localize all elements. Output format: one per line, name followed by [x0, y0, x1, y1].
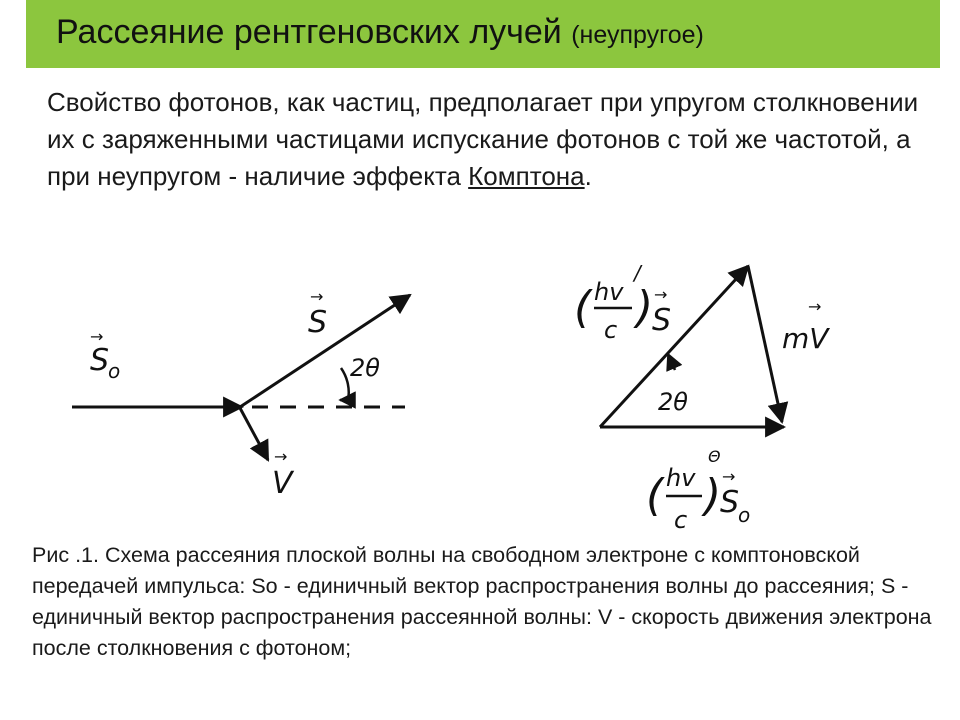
label-theta: Θ [708, 447, 721, 466]
label-angle-right: 2θ [658, 388, 688, 416]
slide-title-main: Рассеяние рентгеновских лучей [56, 13, 562, 51]
scattering-diagram [72, 287, 410, 501]
compton-link[interactable]: Комптона [468, 161, 585, 191]
angle-arrow-right [668, 354, 675, 370]
slide-title-sub: (неупругое) [571, 21, 704, 49]
label-open-paren-bottom: ( [646, 470, 664, 521]
label-s0-sub: o [108, 359, 121, 383]
compton-diagram-svg [60, 250, 900, 540]
electron-velocity-arrow [240, 408, 268, 460]
label-mv: mV [782, 322, 829, 355]
label-s0-right-vector-arrow: → [722, 467, 736, 486]
label-mv-vector-arrow: → [808, 297, 822, 316]
label-hv-prime: hv [594, 278, 624, 306]
label-s0-right: S [720, 485, 740, 520]
label-prime-mark: / [634, 261, 641, 285]
label-c-top: c [604, 316, 618, 344]
figure-caption: Рис .1. Схема рассеяния плоской волны на свободном электроне с комптоновской передачей импульса: So - единичный вектор распространения волны до рассеяния; S - единичный вектор распространения рассеянной волны: V - скорость движения электрона после столкновения с фотоном; [32, 543, 932, 660]
compton-diagram [60, 250, 900, 540]
body-text-main: Свойство фотонов, как частиц, предполагает при упругом столкновении их с заряженными частицами испускание фотонов с той же частотой, а при неупругом - наличие эффекта [47, 87, 919, 191]
label-v-vector-arrow: → [274, 447, 288, 466]
slide-title [56, 13, 704, 52]
label-s0-right-sub: o [738, 503, 751, 527]
label-s-right-vector-arrow: → [654, 285, 668, 304]
label-s: S [308, 305, 328, 340]
electron-momentum-arrow [748, 266, 782, 422]
label-c-bottom: c [674, 506, 688, 534]
angle-arc-left [341, 368, 349, 400]
label-close-paren-bottom: ) [704, 470, 722, 521]
title-bar [0, 0, 960, 68]
label-open-paren-top: ( [574, 282, 592, 333]
label-s0: S [90, 343, 110, 378]
label-hv: hv [666, 464, 696, 492]
label-v: V [272, 466, 293, 501]
label-s-vector-arrow: → [310, 287, 324, 306]
label-s0-vector-arrow: → [90, 327, 104, 346]
label-close-paren-top: ) [636, 282, 654, 333]
body-text-end: . [584, 161, 592, 191]
title-accent [0, 0, 26, 68]
slide-body-text [47, 84, 927, 195]
momentum-triangle [574, 261, 830, 534]
label-angle-left: 2θ [350, 354, 380, 382]
label-s-right: S [652, 303, 672, 338]
